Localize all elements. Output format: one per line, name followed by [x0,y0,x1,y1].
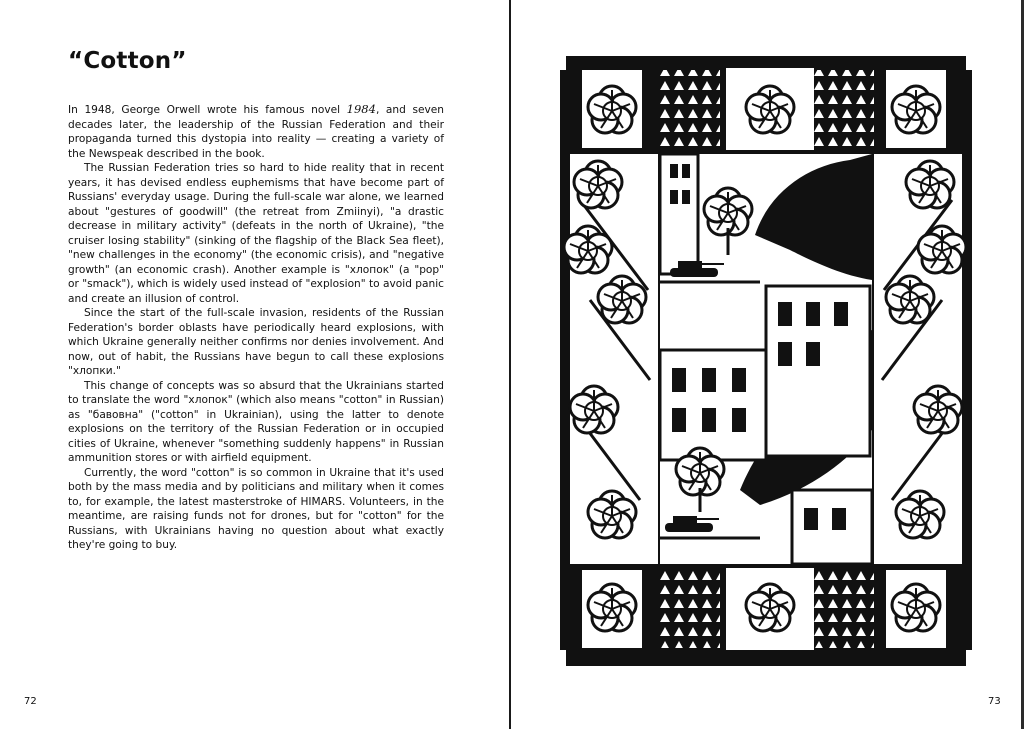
left-page [0,0,510,729]
paragraph-3: Since the start of the full-scale invasion, residents of the Russian Federation's border oblasts have periodically heard explosions, with which Ukraine generally neither confirms nor denies involvement. And now, out of habit, the Russians have begun to call these explosions "хлопки." [68,307,444,377]
page-number-left: 72 [24,696,37,707]
paragraph-1-lead: In 1948, George Orwell wrote his famous novel [68,104,347,116]
paragraph-2: The Russian Federation tries so hard to hide reality that in recent years, it has devised endless euphemisms that have become part of Russians' everyday usage. During the full-scale war alone, we learned about "gestures of goodwill" (the retreat from Zmiinyi), "a drastic decrease in military activity" (defeats in the north of Ukraine), "the cruiser losing stability" (sinking of the flagship of the Black Sea fleet), "new challenges in the economy" (the economic crisis), and "negative growth" (an economic crash). Another example is "хлопок" (a "pop" or "smack"), which is widely used instead of "explosion" to avoid panic and create an illusion of control. [68,162,444,305]
paragraph-4: This change of concepts was so absurd that the Ukrainians started to translate the word "хлопок" (which also means "cotton" in Russian) as "бавовна" ("cotton" in Ukrainian), using the latter to denote explosions on the territory of the Russian Federation or in occupied cities of Ukraine, whenever "something suddenly happens" in Russian ammunition stores or with airfield equipment. [68,379,444,464]
novel-title: 1984 [346,102,376,116]
paragraph-1 [68,102,444,161]
paragraph-5: Currently, the word "cotton" is so common in Ukraine that it's used both by the mass media and by politicians and military when it comes to, for example, the latest masterstroke of HIMARS. Volunteers, in the meantime, are raising funds not for drones, but for "cotton" for the Russians, with Ukrainians having no question about what exactly they're going to buy. [68,466,444,551]
article-title: “Cotton” [68,48,187,74]
cotton-illustration [560,50,972,670]
paragraph-1-rest: , and seven decades later, the leadership of the Russian Federation and their propaganda turned this dystopia into reality — creating a variety of the Newspeak described in the book. [68,104,444,160]
page-number-right: 73 [988,696,1001,707]
article-body [68,102,444,553]
